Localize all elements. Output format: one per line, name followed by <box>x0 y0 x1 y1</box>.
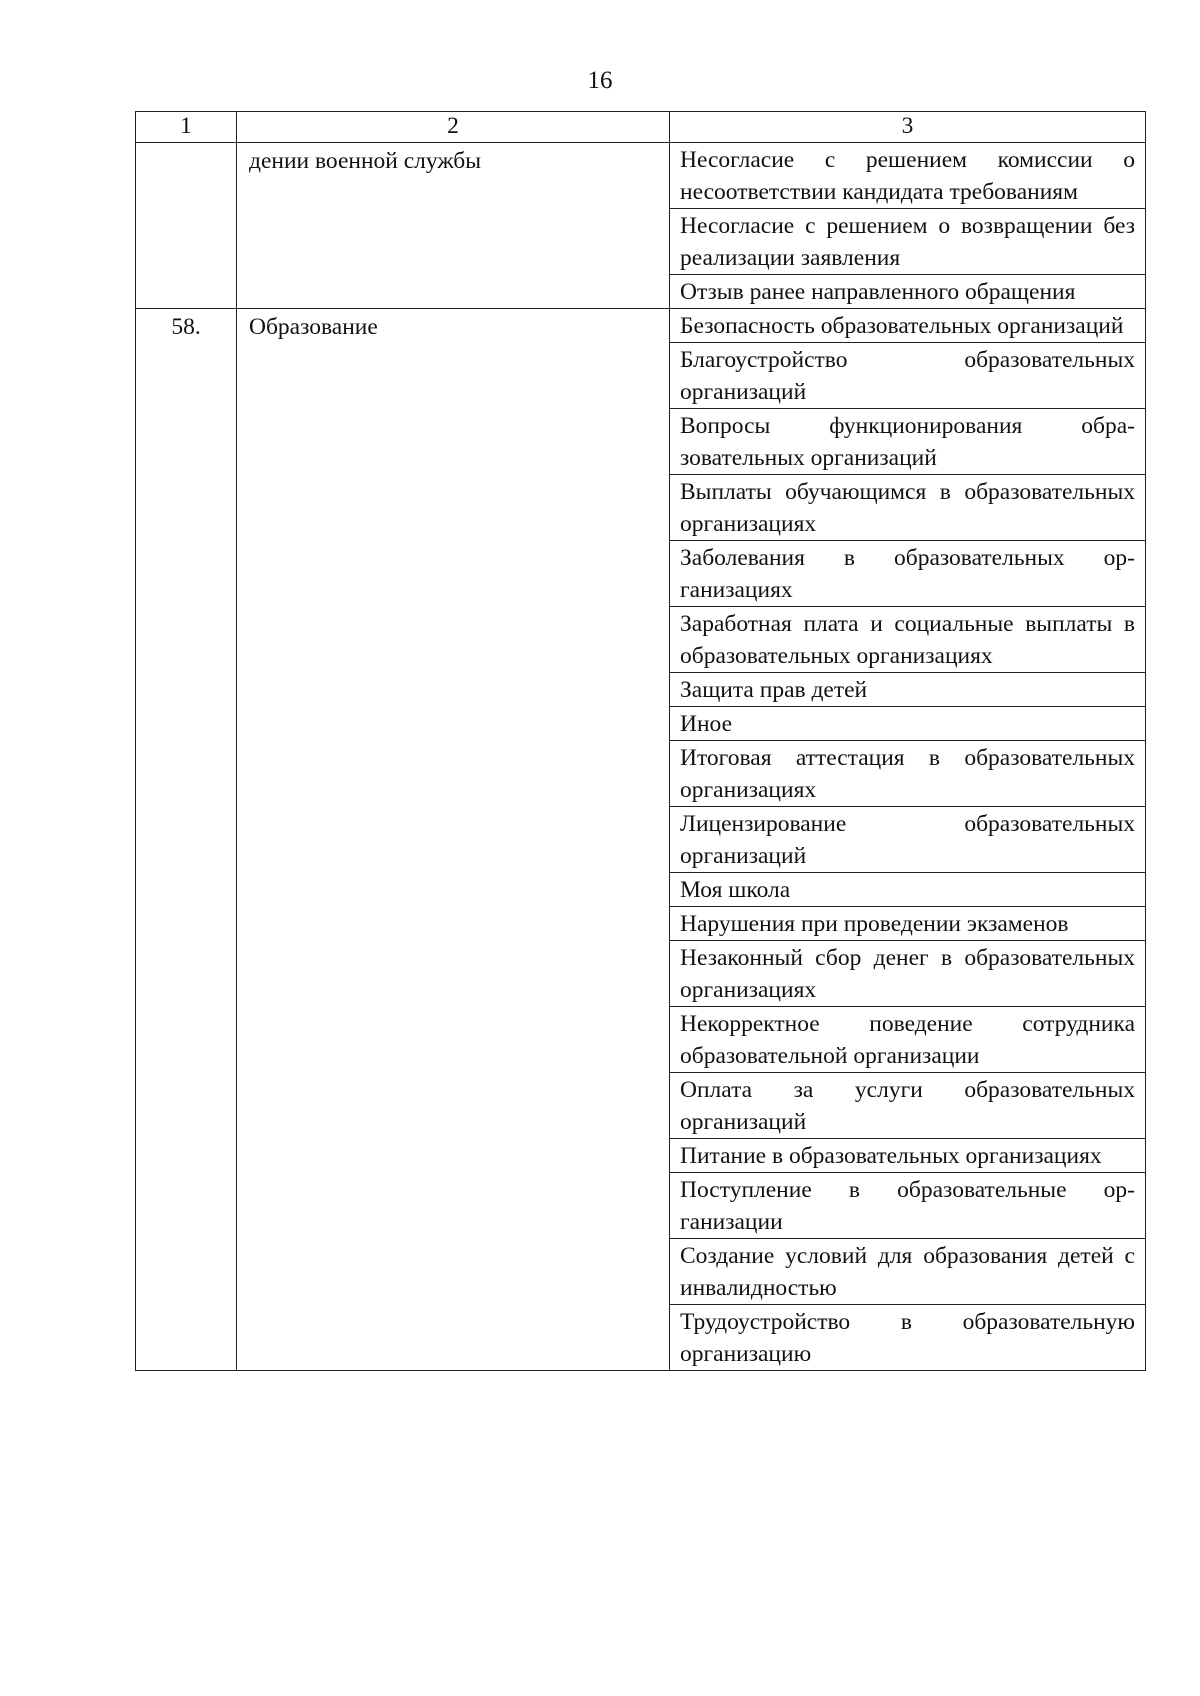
subtopic-item: Незаконный сбор денег в образовательных организациях <box>670 940 1145 1006</box>
subtopic-item: Заработная плата и социальные выплаты в образовательных организациях <box>670 606 1145 672</box>
subtopic-item: Заболевания в образовательных организациях <box>670 540 1145 606</box>
subtopic-item: Нарушения при проведении экзаменов <box>670 906 1145 940</box>
column-header-3: 3 <box>670 112 1146 143</box>
subtopic-item: Выплаты обучающимся в образовательных организациях <box>670 474 1145 540</box>
subtopic-item: Создание условий для образования детей с инвалидностью <box>670 1238 1145 1304</box>
row-subtopics <box>670 143 1146 309</box>
row-number <box>136 143 237 309</box>
subtopic-item: Итоговая аттестация в образовательных организациях <box>670 740 1145 806</box>
subtopic-item: Некорректное поведение сотрудника образовательной организации <box>670 1006 1145 1072</box>
subtopic-item: Иное <box>670 706 1145 740</box>
table-row <box>136 309 1146 1371</box>
row-category-name: Образование <box>237 309 670 1371</box>
row-category-name: дении военной службы <box>237 143 670 309</box>
subtopic-item: Безопасность образовательных организаций <box>680 313 1124 339</box>
subtopic-item: Несогласие с решением комиссии о несоответствии кандидата требованиям <box>680 147 1135 205</box>
subtopic-item: Моя школа <box>670 872 1145 906</box>
table-header-row <box>136 112 1146 143</box>
subtopic-item: Защита прав детей <box>670 672 1145 706</box>
table-row <box>136 143 1146 309</box>
page-number: 16 <box>587 67 613 94</box>
subtopic-item: Лицензирование образовательных организаций <box>670 806 1145 872</box>
column-header-1: 1 <box>136 112 237 143</box>
subtopic-item: Отзыв ранее направленного обращения <box>670 274 1145 308</box>
column-header-2: 2 <box>237 112 670 143</box>
document-table <box>135 111 1146 1371</box>
subtopic-item: Благоустройство образовательных организаций <box>670 342 1145 408</box>
row-subtopics <box>670 309 1146 1371</box>
subtopic-item: Питание в образовательных организациях <box>670 1138 1145 1172</box>
row-number: 58. <box>136 309 237 1371</box>
subtopic-item: Оплата за услуги образовательных организаций <box>670 1072 1145 1138</box>
subtopic-item: Вопросы функционирования образовательных организаций <box>670 408 1145 474</box>
subtopic-item: Несогласие с решением о возвращении без реализации заявления <box>670 208 1145 274</box>
subtopic-item: Трудоустройство в образовательную организацию <box>670 1304 1145 1370</box>
subtopic-item: Поступление в образовательные организации <box>670 1172 1145 1238</box>
